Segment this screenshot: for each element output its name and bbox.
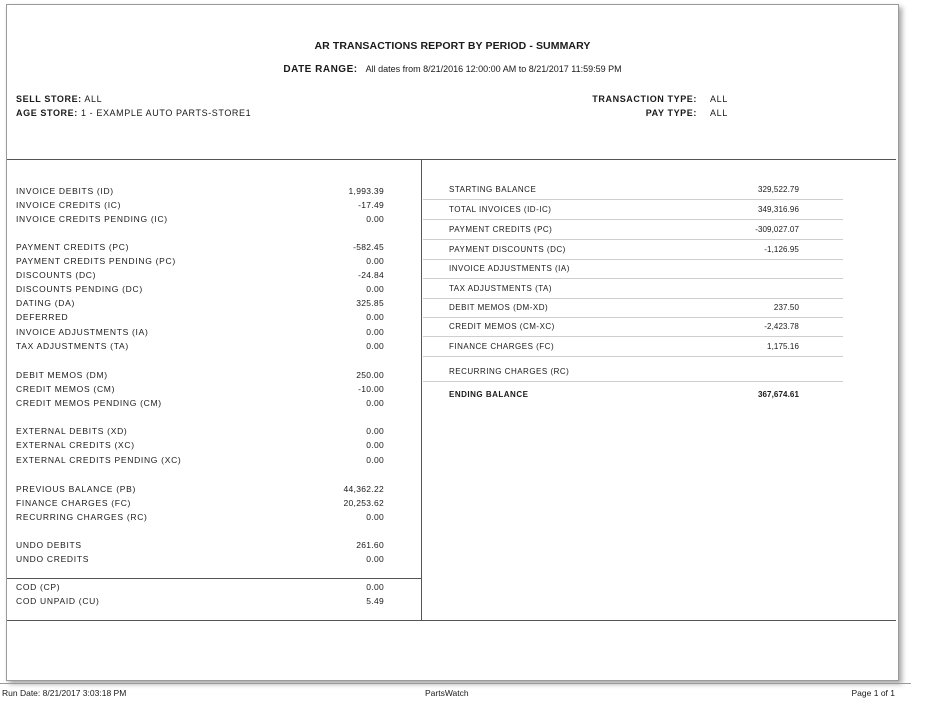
left-row-value: 0.00 (366, 327, 384, 337)
left-row-label: DISCOUNTS (DC) (16, 270, 97, 280)
left-row (16, 425, 384, 438)
date-range-value: All dates from 8/21/2016 12:00:00 AM to 8/21/2017 11:59:59 PM (365, 64, 622, 74)
left-row-label: PREVIOUS BALANCE (PB) (16, 484, 137, 494)
column-divider (421, 160, 422, 620)
right-row (423, 279, 843, 299)
right-row (423, 298, 843, 318)
right-row-label: PAYMENT DISCOUNTS (DC) (449, 245, 566, 254)
right-row (423, 337, 843, 357)
left-row-label: CREDIT MEMOS (CM) (16, 384, 116, 394)
left-row-label: INVOICE DEBITS (ID) (16, 186, 114, 196)
right-row-label: RECURRING CHARGES (RC) (449, 367, 570, 376)
left-row-value: -24.84 (358, 270, 384, 280)
left-row (16, 241, 384, 254)
left-row (16, 539, 384, 552)
left-row (16, 185, 384, 198)
left-row-label: RECURRING CHARGES (RC) (16, 512, 148, 522)
left-row-value: 0.00 (366, 426, 384, 436)
left-row-label: TAX ADJUSTMENTS (TA) (16, 341, 129, 351)
left-row (16, 383, 384, 396)
right-row-label: ENDING BALANCE (449, 390, 529, 399)
left-row-label: DATING (DA) (16, 298, 76, 308)
left-row-value: 0.00 (366, 512, 384, 522)
left-row-value: 0.00 (366, 284, 384, 294)
age-store (16, 108, 251, 118)
right-row (423, 362, 843, 382)
report-page (6, 4, 899, 681)
right-row-value: 367,674.61 (757, 390, 799, 399)
left-row-value: 0.00 (366, 582, 384, 592)
left-row (16, 595, 384, 608)
left-row (16, 511, 384, 524)
left-row (16, 454, 384, 467)
right-row-value: -309,027.07 (755, 225, 799, 234)
transaction-type-label (592, 94, 697, 104)
left-row (16, 255, 384, 268)
sell-store (16, 94, 102, 104)
left-row-value: 0.00 (366, 440, 384, 450)
right-row-label: FINANCE CHARGES (FC) (449, 342, 555, 351)
left-row-value: 5.49 (366, 596, 384, 606)
left-row-label: INVOICE ADJUSTMENTS (IA) (16, 327, 149, 337)
left-row (16, 297, 384, 310)
age-store-value: 1 - EXAMPLE AUTO PARTS-STORE1 (80, 108, 252, 118)
left-row (16, 340, 384, 353)
left-row (16, 326, 384, 339)
left-row (16, 439, 384, 452)
right-row (423, 317, 843, 337)
right-row-value: 329,522.79 (757, 185, 799, 194)
summary-box (7, 159, 896, 621)
left-row-label: UNDO CREDITS (16, 554, 90, 564)
left-row-label: PAYMENT CREDITS (PC) (16, 242, 130, 252)
left-row-label: EXTERNAL CREDITS (XC) (16, 440, 135, 450)
sell-store-label: SELL STORE: (16, 94, 82, 104)
left-row (16, 553, 384, 566)
right-row-label: PAYMENT CREDITS (PC) (449, 225, 553, 234)
left-row (16, 581, 384, 594)
left-row-label: CREDIT MEMOS PENDING (CM) (16, 398, 162, 408)
right-row (423, 220, 843, 240)
right-row-value: 237.50 (773, 303, 799, 312)
left-row-label: FINANCE CHARGES (FC) (16, 498, 132, 508)
page-number: Page 1 of 1 (851, 688, 895, 698)
right-row (423, 200, 843, 220)
left-row-label: INVOICE CREDITS PENDING (IC) (16, 214, 168, 224)
right-row-label: STARTING BALANCE (449, 185, 537, 194)
left-row (16, 199, 384, 212)
footer-rule (0, 683, 911, 684)
left-row-value: 44,362.22 (343, 484, 384, 494)
right-row-value: 1,175.16 (767, 342, 799, 351)
right-row-label: CREDIT MEMOS (CM-XC) (449, 322, 555, 331)
left-row-value: 250.00 (356, 370, 384, 380)
right-row-label: TAX ADJUSTMENTS (TA) (449, 284, 553, 293)
right-row (423, 180, 843, 200)
app-name: PartsWatch (425, 688, 469, 698)
pay-type-label-text: PAY TYPE: (645, 108, 697, 118)
left-row-value: 0.00 (366, 554, 384, 564)
right-row-label: DEBIT MEMOS (DM-XD) (449, 303, 549, 312)
left-row-value: 0.00 (366, 214, 384, 224)
right-row-label: TOTAL INVOICES (ID-IC) (449, 205, 552, 214)
left-row-value: 325.85 (356, 298, 384, 308)
left-row (16, 483, 384, 496)
left-row (16, 497, 384, 510)
left-row-label: EXTERNAL CREDITS PENDING (XC) (16, 455, 182, 465)
left-row (16, 213, 384, 226)
left-row-label: COD (CP) (16, 582, 61, 592)
left-row-value: 0.00 (366, 455, 384, 465)
left-row-label: PAYMENT CREDITS PENDING (PC) (16, 256, 176, 266)
left-row-value: 0.00 (366, 256, 384, 266)
report-title: AR TRANSACTIONS REPORT BY PERIOD - SUMMARY (314, 40, 591, 52)
left-row-label: DEFERRED (16, 312, 69, 322)
left-row (16, 397, 384, 410)
left-row-value: 20,253.62 (343, 498, 384, 508)
right-row-value: -1,126.95 (764, 245, 799, 254)
left-row-value: 0.00 (366, 312, 384, 322)
left-row-value: -582.45 (353, 242, 384, 252)
left-row-value: 0.00 (366, 398, 384, 408)
pay-type-value: ALL (710, 108, 728, 118)
left-row-label: DEBIT MEMOS (DM) (16, 370, 108, 380)
left-row (16, 311, 384, 324)
pay-type-label (646, 108, 697, 118)
right-row-label: INVOICE ADJUSTMENTS (IA) (449, 264, 570, 273)
date-range (7, 64, 898, 75)
right-row-value: 349,316.96 (757, 205, 799, 214)
left-row-value: 1,993.39 (348, 186, 384, 196)
cod-separator (7, 578, 421, 579)
left-row-value: 0.00 (366, 341, 384, 351)
left-row-value: -10.00 (358, 384, 384, 394)
left-row-label: COD UNPAID (CU) (16, 596, 100, 606)
left-row-value: -17.49 (358, 200, 384, 210)
left-row (16, 369, 384, 382)
date-range-label: DATE RANGE: (283, 64, 358, 75)
right-row (423, 385, 843, 404)
age-store-label: AGE STORE: (16, 108, 78, 118)
right-row-value: -2,423.78 (764, 322, 799, 331)
transaction-type-value: ALL (710, 94, 728, 104)
left-row (16, 269, 384, 282)
left-row (16, 283, 384, 296)
run-date: Run Date: 8/21/2017 3:03:18 PM (2, 688, 127, 698)
left-row-label: INVOICE CREDITS (IC) (16, 200, 122, 210)
right-row (423, 259, 843, 279)
sell-store-value: ALL (84, 94, 103, 104)
left-row-label: EXTERNAL DEBITS (XD) (16, 426, 128, 436)
left-row-value: 261.60 (356, 540, 384, 550)
left-row-label: DISCOUNTS PENDING (DC) (16, 284, 143, 294)
left-row-label: UNDO DEBITS (16, 540, 82, 550)
transaction-type-label-text: TRANSACTION TYPE: (592, 94, 697, 104)
right-row (423, 240, 843, 260)
